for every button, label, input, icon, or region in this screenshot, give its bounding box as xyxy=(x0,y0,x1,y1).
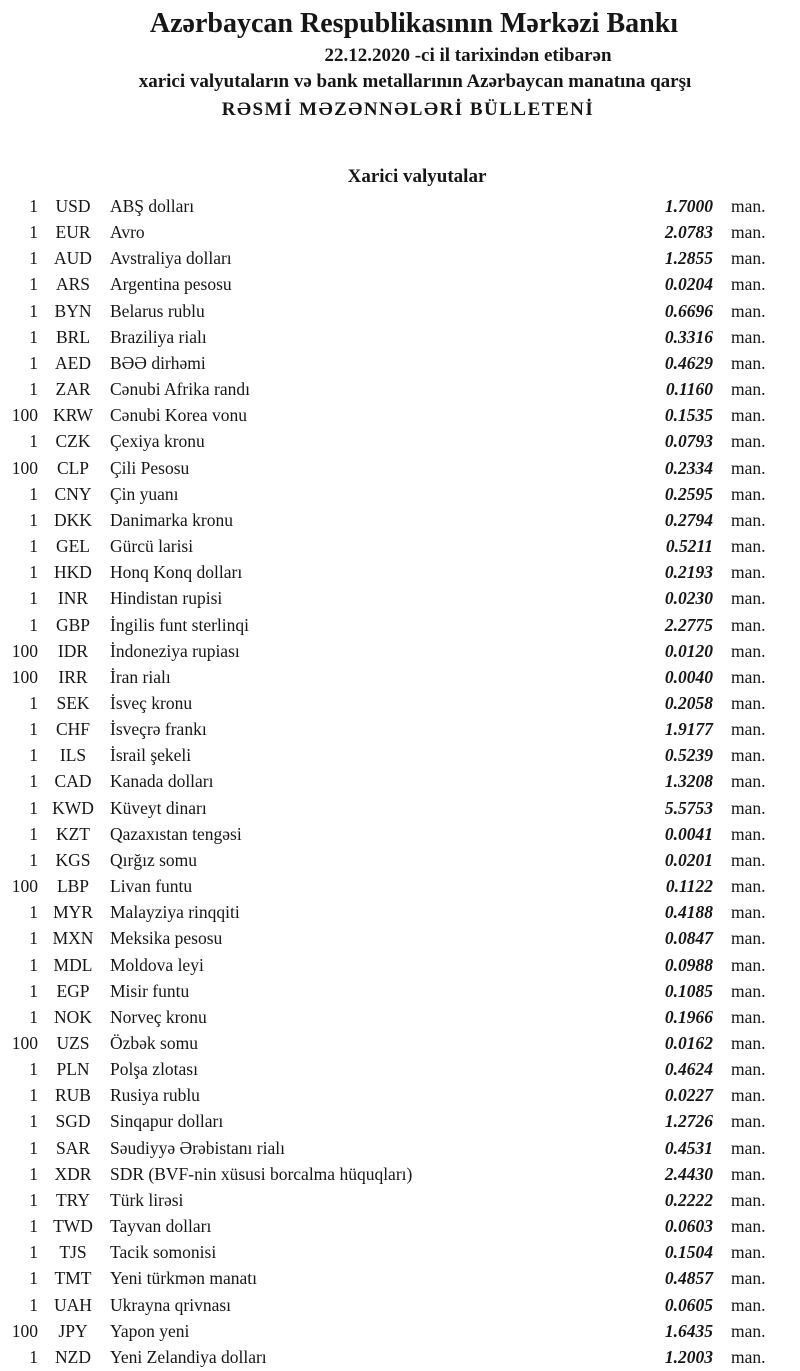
currency-code: CHF xyxy=(55,719,91,740)
currency-unit: man. xyxy=(731,562,766,583)
currency-quantity: 1 xyxy=(29,902,38,923)
currency-row-tmt xyxy=(0,1265,800,1291)
currency-code: NOK xyxy=(54,1006,92,1027)
currency-quantity: 1 xyxy=(29,352,38,373)
currency-name: Hindistan rupisi xyxy=(110,588,223,609)
currency-code: RUB xyxy=(55,1085,91,1106)
currency-unit: man. xyxy=(731,1294,766,1315)
currency-row-rub xyxy=(0,1082,800,1108)
currency-quantity: 1 xyxy=(29,248,38,269)
currency-row-chf xyxy=(0,716,800,742)
currency-code: MYR xyxy=(53,902,93,923)
currency-quantity: 100 xyxy=(11,876,38,897)
currency-name: Meksika pesosu xyxy=(110,928,223,949)
currency-quantity: 1 xyxy=(29,1346,38,1367)
currency-quantity: 1 xyxy=(29,222,38,243)
currency-name: Argentina pesosu xyxy=(110,274,232,295)
currency-code: SEK xyxy=(56,692,90,713)
currency-row-jpy xyxy=(0,1318,800,1344)
currency-unit: man. xyxy=(731,876,766,897)
currency-name: Tacik somonisi xyxy=(110,1242,217,1263)
currency-quantity: 100 xyxy=(11,457,38,478)
currency-rate: 1.2855 xyxy=(664,248,713,269)
currency-unit: man. xyxy=(731,1006,766,1027)
currency-unit: man. xyxy=(731,588,766,609)
currency-unit: man. xyxy=(731,379,766,400)
currency-unit: man. xyxy=(731,823,766,844)
currency-code: CAD xyxy=(54,771,92,792)
currency-rate: 2.4430 xyxy=(664,1163,713,1184)
currency-name: İran rialı xyxy=(110,666,171,687)
currency-unit: man. xyxy=(731,326,766,347)
currency-name: Avro xyxy=(110,222,145,243)
currency-code: PLN xyxy=(56,1059,90,1080)
currency-quantity: 1 xyxy=(29,379,38,400)
currency-rate: 0.0204 xyxy=(664,274,713,295)
currency-code: IRR xyxy=(58,666,88,687)
currency-quantity: 1 xyxy=(29,1189,38,1210)
currency-name: İsveçrə frankı xyxy=(110,719,207,740)
currency-name: Ukrayna qrivnası xyxy=(110,1294,232,1315)
currency-quantity: 1 xyxy=(29,1242,38,1263)
currency-unit: man. xyxy=(731,719,766,740)
currency-row-gel xyxy=(0,533,800,559)
currency-quantity: 1 xyxy=(29,771,38,792)
currency-code: TMT xyxy=(54,1268,92,1289)
currency-rate: 0.0230 xyxy=(664,588,713,609)
currency-quantity: 1 xyxy=(29,1268,38,1289)
currency-name: Küveyt dinarı xyxy=(110,797,207,818)
currency-rate: 0.0041 xyxy=(664,823,713,844)
currency-code: INR xyxy=(57,588,89,609)
currency-code: IDR xyxy=(57,640,89,661)
currency-row-twd xyxy=(0,1213,800,1239)
currency-unit: man. xyxy=(731,614,766,635)
currency-unit: man. xyxy=(731,980,766,1001)
currency-name: Rusiya rublu xyxy=(110,1085,200,1106)
currency-name: Braziliya rialı xyxy=(110,326,207,347)
currency-code: SAR xyxy=(55,1137,91,1158)
currency-row-clp xyxy=(0,455,800,481)
currency-name: SDR (BVF-nin xüsusi borcalma hüquqları) xyxy=(110,1163,413,1184)
currency-code: CNY xyxy=(54,483,92,504)
currency-quantity: 1 xyxy=(29,483,38,504)
currency-row-eur xyxy=(0,219,800,245)
currency-name: Honq Konq dolları xyxy=(110,562,243,583)
currency-quantity: 1 xyxy=(29,1085,38,1106)
currency-row-aud xyxy=(0,245,800,271)
currency-quantity: 1 xyxy=(29,562,38,583)
currency-row-nzd xyxy=(0,1344,800,1370)
currency-row-ars xyxy=(0,271,800,297)
currency-rate: 0.1504 xyxy=(664,1242,713,1263)
currency-unit: man. xyxy=(731,300,766,321)
currency-code: UAH xyxy=(54,1294,92,1315)
currency-row-irr xyxy=(0,664,800,690)
currency-rate: 0.2222 xyxy=(664,1189,713,1210)
currency-rate: 0.0162 xyxy=(664,1033,713,1053)
currency-name: İsrail şekeli xyxy=(110,745,192,766)
currency-row-idr xyxy=(0,638,800,664)
currency-quantity: 1 xyxy=(29,1294,38,1315)
currency-quantity: 1 xyxy=(29,300,38,321)
currency-code: EUR xyxy=(55,222,91,243)
currency-name: Norveç kronu xyxy=(110,1006,207,1027)
currency-row-lbp xyxy=(0,873,800,899)
currency-rate: 1.2003 xyxy=(664,1346,713,1367)
currency-unit: man. xyxy=(731,1137,766,1158)
currency-quantity: 1 xyxy=(29,980,38,1001)
currency-quantity: 1 xyxy=(29,928,38,949)
currency-unit: man. xyxy=(731,509,766,530)
currency-row-cad xyxy=(0,768,800,794)
currency-rate-table xyxy=(0,193,800,1370)
currency-rate: 0.1122 xyxy=(665,876,713,897)
currency-rate: 0.0793 xyxy=(664,431,713,452)
currency-code: KRW xyxy=(53,405,93,426)
currency-code: SGD xyxy=(55,1111,91,1132)
currency-quantity: 1 xyxy=(29,1111,38,1132)
currency-unit: man. xyxy=(731,928,766,949)
currency-quantity: 1 xyxy=(29,614,38,635)
currency-rate: 1.3208 xyxy=(664,771,713,792)
currency-code: GBP xyxy=(55,614,91,635)
currency-rate: 1.7000 xyxy=(664,196,713,216)
currency-name: ABŞ dolları xyxy=(110,196,195,216)
currency-name: Kanada dolları xyxy=(110,771,214,792)
currency-row-gbp xyxy=(0,612,800,638)
currency-row-cny xyxy=(0,481,800,507)
currency-rate: 0.4188 xyxy=(664,902,713,923)
currency-quantity: 1 xyxy=(29,588,38,609)
currency-row-egp xyxy=(0,978,800,1004)
currency-code: UZS xyxy=(56,1033,90,1053)
currency-name: Tayvan dolları xyxy=(110,1216,212,1237)
subtitle-line: xarici valyutaların və bank metallarının Azərbaycan manatına qarşı xyxy=(138,71,692,92)
currency-unit: man. xyxy=(731,640,766,661)
currency-unit: man. xyxy=(731,1085,766,1106)
currency-unit: man. xyxy=(731,849,766,870)
currency-quantity: 1 xyxy=(29,954,38,975)
currency-name: Malayziya rinqqiti xyxy=(110,902,240,923)
currency-row-krw xyxy=(0,402,800,428)
currency-unit: man. xyxy=(731,431,766,452)
currency-code: USD xyxy=(55,196,91,216)
currency-code: AUD xyxy=(54,248,92,269)
currency-quantity: 100 xyxy=(11,640,38,661)
currency-name: İngilis funt sterlinqi xyxy=(110,614,250,635)
currency-code: AED xyxy=(55,352,91,373)
currency-row-xdr xyxy=(0,1161,800,1187)
currency-quantity: 1 xyxy=(29,1137,38,1158)
currency-quantity: 1 xyxy=(29,1006,38,1027)
bulletin-title: RƏSMİ MƏZƏNNƏLƏRİ BÜLLETENİ xyxy=(221,99,595,120)
currency-code: KZT xyxy=(55,823,91,844)
currency-name: Gürcü larisi xyxy=(110,536,194,557)
currency-code: KWD xyxy=(52,797,94,818)
currency-unit: man. xyxy=(731,692,766,713)
currency-rate: 0.5239 xyxy=(664,745,713,766)
currency-row-kwd xyxy=(0,795,800,821)
currency-name: BƏƏ dirhəmi xyxy=(110,352,206,373)
currency-name: Misir funtu xyxy=(110,980,190,1001)
currency-name: Danimarka kronu xyxy=(110,509,233,530)
currency-name: Cənubi Afrika randı xyxy=(110,379,250,400)
currency-rate: 0.0988 xyxy=(664,954,713,975)
currency-code: ARS xyxy=(55,274,91,295)
currency-row-try xyxy=(0,1187,800,1213)
currency-name: Türk lirəsi xyxy=(110,1189,184,1210)
currency-code: GEL xyxy=(55,536,91,557)
currency-rate: 0.1966 xyxy=(664,1006,713,1027)
currency-row-mxn xyxy=(0,925,800,951)
currency-rate: 0.0603 xyxy=(664,1216,713,1237)
currency-quantity: 1 xyxy=(29,431,38,452)
currency-code: LBP xyxy=(56,876,90,897)
currency-name: Belarus rublu xyxy=(110,300,205,321)
currency-code: DKK xyxy=(54,509,92,530)
currency-code: ZAR xyxy=(55,379,91,400)
currency-row-tjs xyxy=(0,1239,800,1265)
bank-title: Azərbaycan Respublikasının Mərkəzi Bankı xyxy=(149,8,679,39)
currency-code: KGS xyxy=(55,849,91,870)
currency-code: BYN xyxy=(54,300,92,321)
currency-quantity: 100 xyxy=(11,666,38,687)
currency-name: Livan funtu xyxy=(110,876,193,897)
currency-rate: 1.2726 xyxy=(664,1111,713,1132)
currency-code: MXN xyxy=(52,928,94,949)
currency-row-dkk xyxy=(0,507,800,533)
currency-rate: 0.4624 xyxy=(664,1059,713,1080)
currency-rate: 0.1085 xyxy=(664,980,713,1001)
currency-unit: man. xyxy=(731,1346,766,1367)
currency-quantity: 1 xyxy=(29,745,38,766)
currency-row-sgd xyxy=(0,1108,800,1134)
currency-row-uah xyxy=(0,1292,800,1318)
currency-row-brl xyxy=(0,324,800,350)
currency-unit: man. xyxy=(731,405,766,426)
currency-code: TWD xyxy=(53,1216,93,1237)
currency-row-uzs xyxy=(0,1030,800,1056)
currency-unit: man. xyxy=(731,457,766,478)
currency-name: Cənubi Korea vonu xyxy=(110,405,248,426)
currency-name: Polşa zlotası xyxy=(110,1059,198,1080)
currency-unit: man. xyxy=(731,1033,766,1053)
currency-name: Yeni Zelandiya dolları xyxy=(110,1346,267,1367)
currency-name: Avstraliya dolları xyxy=(110,248,232,269)
currency-code: EGP xyxy=(56,980,90,1001)
currency-row-mdl xyxy=(0,952,800,978)
currency-row-pln xyxy=(0,1056,800,1082)
currency-quantity: 1 xyxy=(29,719,38,740)
currency-rate: 0.3316 xyxy=(664,326,713,347)
currency-quantity: 1 xyxy=(29,536,38,557)
currency-rate: 0.4857 xyxy=(664,1268,713,1289)
currency-unit: man. xyxy=(731,274,766,295)
currency-rate: 0.2794 xyxy=(664,509,713,530)
currency-unit: man. xyxy=(731,771,766,792)
currency-rate: 0.1160 xyxy=(665,379,713,400)
currency-unit: man. xyxy=(731,666,766,687)
currency-quantity: 1 xyxy=(29,509,38,530)
currency-rate: 0.0040 xyxy=(664,666,713,687)
currency-unit: man. xyxy=(731,1216,766,1237)
currency-rate: 0.6696 xyxy=(664,300,713,321)
currency-unit: man. xyxy=(731,954,766,975)
currency-rate: 0.5211 xyxy=(665,536,713,557)
currency-quantity: 1 xyxy=(29,1216,38,1237)
currency-quantity: 1 xyxy=(29,196,38,216)
currency-code: ILS xyxy=(59,745,87,766)
currency-rate: 0.0201 xyxy=(664,849,713,870)
currency-rate: 2.0783 xyxy=(664,222,713,243)
currency-row-sar xyxy=(0,1135,800,1161)
currency-name: Yapon yeni xyxy=(110,1320,190,1341)
currency-rate: 0.4629 xyxy=(664,352,713,373)
currency-unit: man. xyxy=(731,1059,766,1080)
currency-quantity: 100 xyxy=(11,405,38,426)
currency-row-zar xyxy=(0,376,800,402)
currency-rate: 0.2193 xyxy=(664,562,713,583)
currency-name: Çexiya kronu xyxy=(110,431,205,452)
currency-quantity: 100 xyxy=(11,1320,38,1341)
currency-rate: 1.6435 xyxy=(664,1320,713,1341)
currency-row-kgs xyxy=(0,847,800,873)
currency-row-kzt xyxy=(0,821,800,847)
currency-row-aed xyxy=(0,350,800,376)
currency-unit: man. xyxy=(731,902,766,923)
currency-rate: 0.4531 xyxy=(664,1137,713,1158)
currency-unit: man. xyxy=(731,248,766,269)
currency-code: TRY xyxy=(55,1189,91,1210)
currency-unit: man. xyxy=(731,745,766,766)
currency-unit: man. xyxy=(731,483,766,504)
currency-row-czk xyxy=(0,428,800,454)
currency-code: CLP xyxy=(56,457,90,478)
currency-unit: man. xyxy=(731,1189,766,1210)
currency-quantity: 1 xyxy=(29,326,38,347)
currency-unit: man. xyxy=(731,1242,766,1263)
currency-unit: man. xyxy=(731,1111,766,1132)
currency-unit: man. xyxy=(731,536,766,557)
section-title-foreign-currencies: Xarici valyutalar xyxy=(347,166,487,187)
currency-name: Sinqapur dolları xyxy=(110,1111,224,1132)
currency-code: CZK xyxy=(55,431,91,452)
currency-code: HKD xyxy=(54,562,92,583)
currency-name: Qırğız somu xyxy=(110,849,198,870)
currency-code: JPY xyxy=(58,1320,88,1341)
currency-quantity: 1 xyxy=(29,823,38,844)
currency-row-hkd xyxy=(0,559,800,585)
currency-rate: 0.0120 xyxy=(664,640,713,661)
currency-quantity: 100 xyxy=(11,1033,38,1053)
effective-date-line: 22.12.2020 -ci il tarixindən etibarən xyxy=(324,45,612,66)
currency-quantity: 1 xyxy=(29,274,38,295)
currency-name: Çin yuanı xyxy=(110,483,179,504)
currency-quantity: 1 xyxy=(29,797,38,818)
currency-rate: 0.0605 xyxy=(664,1294,713,1315)
currency-quantity: 1 xyxy=(29,849,38,870)
currency-quantity: 1 xyxy=(29,1059,38,1080)
currency-unit: man. xyxy=(731,1163,766,1184)
currency-name: İndoneziya rupiası xyxy=(110,640,240,661)
currency-row-myr xyxy=(0,899,800,925)
currency-rate: 0.2334 xyxy=(664,457,713,478)
currency-unit: man. xyxy=(731,1320,766,1341)
currency-rate: 0.1535 xyxy=(664,405,713,426)
currency-name: Səudiyyə Ərəbistanı rialı xyxy=(110,1137,285,1158)
currency-unit: man. xyxy=(731,1268,766,1289)
currency-unit: man. xyxy=(731,797,766,818)
currency-rate: 0.2058 xyxy=(664,692,713,713)
currency-name: Özbək somu xyxy=(110,1033,198,1053)
currency-rate: 0.0227 xyxy=(664,1085,713,1106)
currency-row-ils xyxy=(0,742,800,768)
currency-quantity: 1 xyxy=(29,692,38,713)
currency-rate: 5.5753 xyxy=(664,797,713,818)
currency-rate: 1.9177 xyxy=(664,719,713,740)
currency-code: MDL xyxy=(53,954,93,975)
currency-row-byn xyxy=(0,298,800,324)
currency-unit: man. xyxy=(731,222,766,243)
currency-row-nok xyxy=(0,1004,800,1030)
currency-code: NZD xyxy=(55,1346,91,1367)
currency-code: XDR xyxy=(54,1163,92,1184)
currency-row-usd xyxy=(0,193,800,219)
currency-name: Yeni türkmən manatı xyxy=(110,1268,257,1289)
currency-unit: man. xyxy=(731,196,766,216)
currency-code: BRL xyxy=(55,326,91,347)
currency-rate: 2.2775 xyxy=(664,614,713,635)
currency-name: Moldova leyi xyxy=(110,954,204,975)
currency-rate: 0.2595 xyxy=(664,483,713,504)
currency-name: İsveç kronu xyxy=(110,692,193,713)
currency-unit: man. xyxy=(731,352,766,373)
currency-quantity: 1 xyxy=(29,1163,38,1184)
currency-row-sek xyxy=(0,690,800,716)
currency-code: TJS xyxy=(59,1242,87,1263)
currency-name: Qazaxıstan tengəsi xyxy=(110,823,242,844)
currency-name: Çili Pesosu xyxy=(110,457,190,478)
currency-row-inr xyxy=(0,585,800,611)
currency-rate: 0.0847 xyxy=(664,928,713,949)
